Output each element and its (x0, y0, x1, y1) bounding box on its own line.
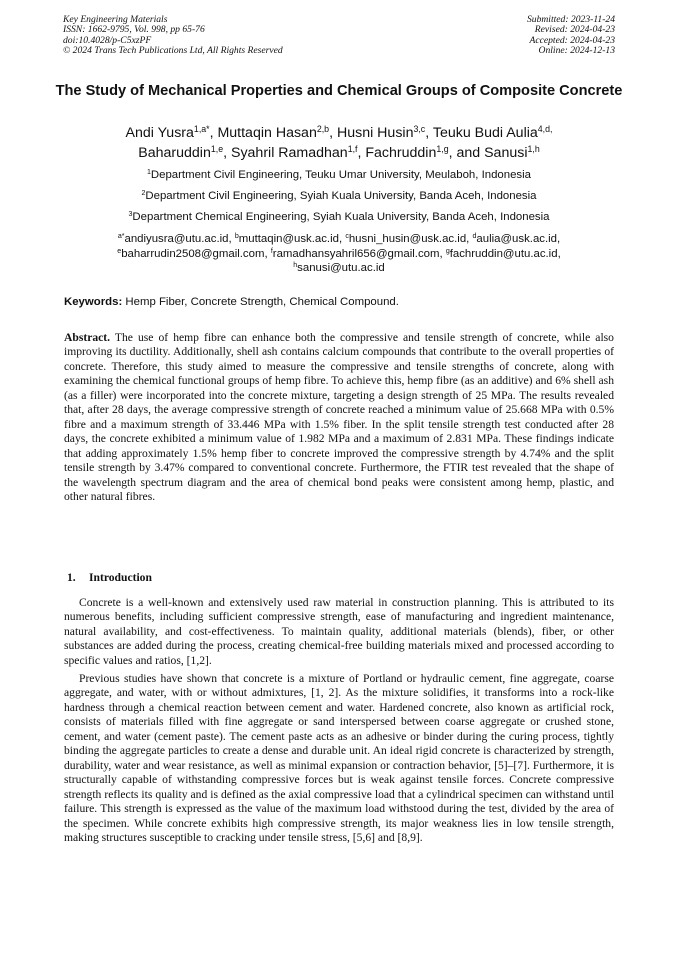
journal-header-right (527, 15, 615, 57)
online-date: Online: 2024-12-13 (538, 45, 615, 57)
email: $^h$sanusi@utu.ac.id (293, 262, 385, 274)
email: $^b$muttaqin@usk.ac.id, (234, 233, 346, 245)
email: $^d$aulia@usk.ac.id, (472, 233, 561, 245)
accepted-date: Accepted: 2024-04-23 (529, 34, 615, 46)
email: $^f$ramadhansyahril656@gmail.com, (270, 247, 446, 260)
author: Teuku Budi Aulia$^{4,d,}$ (432, 124, 553, 141)
email: $^c$husni_husin@usk.ac.id, (345, 233, 473, 245)
email-list (60, 232, 618, 276)
body-paragraph: Previous studies have shown that concrete is a mixture of Portland or hydraulic cement, fine aggregate, coarse aggregate, and water, with or without admixtures, [1, 2]. As the mixture solidifies, it transforms into a rock-like hardness through a chemical reaction between cement and water. Hardened concrete, also known as artificial rock, consists of materials filled with fine aggregate or sand interspersed between coarse aggregate or crushed stone, cement, and water (cement paste). The cement paste acts as an adhesive or binder during the curing process, tightly binding the aggregate particles to create a dense and durable unit. An ideal rigid concrete is characterized by strength, durability, water and wear resistance, as well as minimal expansion or contraction behavior, [5]–[7]. Furthermore, it is structurally capable of withstanding compressive forces but is weak against tensile forces. Concrete compressive strength reflects its quality and is defined as the axial compressive load that a cylindrical specimen can withstand until failure. This strength is expressed as the value of the maximum load withstood during the test, divided by the area of the specimen. While concrete exhibits high compressive strength, its major weakness lies in low tensile strength, making structures susceptible to cracking under tensile stress, [5,6] and [8,9]. (64, 672, 614, 844)
keywords-label: Keywords: (64, 296, 123, 308)
author: Fachruddin$^{1,g}$, and (365, 144, 485, 161)
section-heading (64, 571, 614, 585)
affiliation: $^1$Department Civil Engineering, Teuku Umar University, Meulaboh, Indonesia (146, 169, 531, 181)
keywords (64, 295, 614, 309)
submitted-date: Submitted: 2023-11-24 (526, 14, 615, 25)
email: $^g$fachruddin@utu.ac.id, (445, 247, 561, 260)
author: Andi Yusra$^{1,a*}$, (125, 124, 218, 141)
email: $^{a*}$andiyusra@utu.ac.id, (117, 233, 235, 245)
journal-name: Key Engineering Materials (63, 14, 168, 25)
abstract (64, 331, 614, 504)
issn: ISSN: 1662-9795, Vol. 998, pp 65-76 (63, 24, 205, 36)
author: Sanusi$^{1,h}$ (484, 144, 540, 161)
email: $^e$baharrudin2508@gmail.com, (117, 247, 271, 260)
revised-date: Revised: 2024-04-23 (534, 24, 615, 36)
abstract-text: The use of hemp fibre can enhance both the compressive and tensile strength of concrete, while also improving its ductility. Additionally, shell ash contains calcium compounds that contribute to the overall properties of concrete. Therefore, this study aimed to measure the compressive and tensile strengths of concrete, along with examining the chemical functional groups of hemp fibre. To achieve this, hemp fibre (as an additive) and 6% shell ash (as a filler) were incorporated into the concrete mixture, targeting a design strength of 25 MPa. The results revealed that, after 28 days, the average compressive strength of concrete reached a minimum value of 25.668 MPa with 0.5% fibre and a maximum strength of 33.446 MPa with 1.5% fiber. In the split tensile strength test conducted after 28 days, the concrete exhibited a minimum value of 1.982 MPa and a maximum of 2.831 MPa. These findings indicate that adding approximately 1.5% hemp fiber to concrete improved the compressive strength by 4.74% and the split tensile strength by 3.47% compared to conventional concrete. Furthermore, the FTIR test revealed that the shape of the wavelength spectrum diagram and the area of chemical bond peaks were consistent among hemp, plastic, and other natural fibres. (64, 331, 614, 503)
affiliation: $^3$Department Chemical Engineering, Syiah Kuala University, Banda Aceh, Indonesia (128, 211, 550, 223)
affiliation: $^2$Department Civil Engineering, Syiah Kuala University, Banda Aceh, Indonesia (141, 190, 537, 202)
author: Syahril Ramadhan$^{1,f}$, (230, 144, 366, 161)
author-list (40, 123, 638, 163)
abstract-label: Abstract. (64, 331, 111, 344)
section-number: 1. (67, 571, 76, 584)
author: Husni Husin$^{3,c}$, (336, 124, 433, 141)
journal-header-left (63, 15, 283, 57)
paper-title: The Study of Mechanical Properties and Chemical Groups of Composite Concrete (55, 83, 623, 99)
copyright: © 2024 Trans Tech Publications Ltd, All Rights Reserved (63, 45, 283, 57)
keywords-text: Hemp Fiber, Concrete Strength, Chemical Compound. (125, 296, 399, 308)
section-title: Introduction (89, 571, 152, 584)
doi: doi:10.4028/p-C5xzPF (63, 34, 152, 46)
author: Baharuddin$^{1,e}$, (138, 144, 231, 161)
author: Muttaqin Hasan$^{2,b}$, (217, 124, 337, 141)
body-paragraph: Concrete is a well-known and extensively used raw material in construction planning. This is attributed to its numerous benefits, including sufficient compressive strength, ease of manufacturing and ingredient maintenance, natural availability, and cost-effectiveness. To maintain quality, additional materials (blends), fiber, or other substances are added during the process, creating chemical-free building materials mixed and processed according to specific values and ratios, [1,2]. (64, 596, 614, 667)
